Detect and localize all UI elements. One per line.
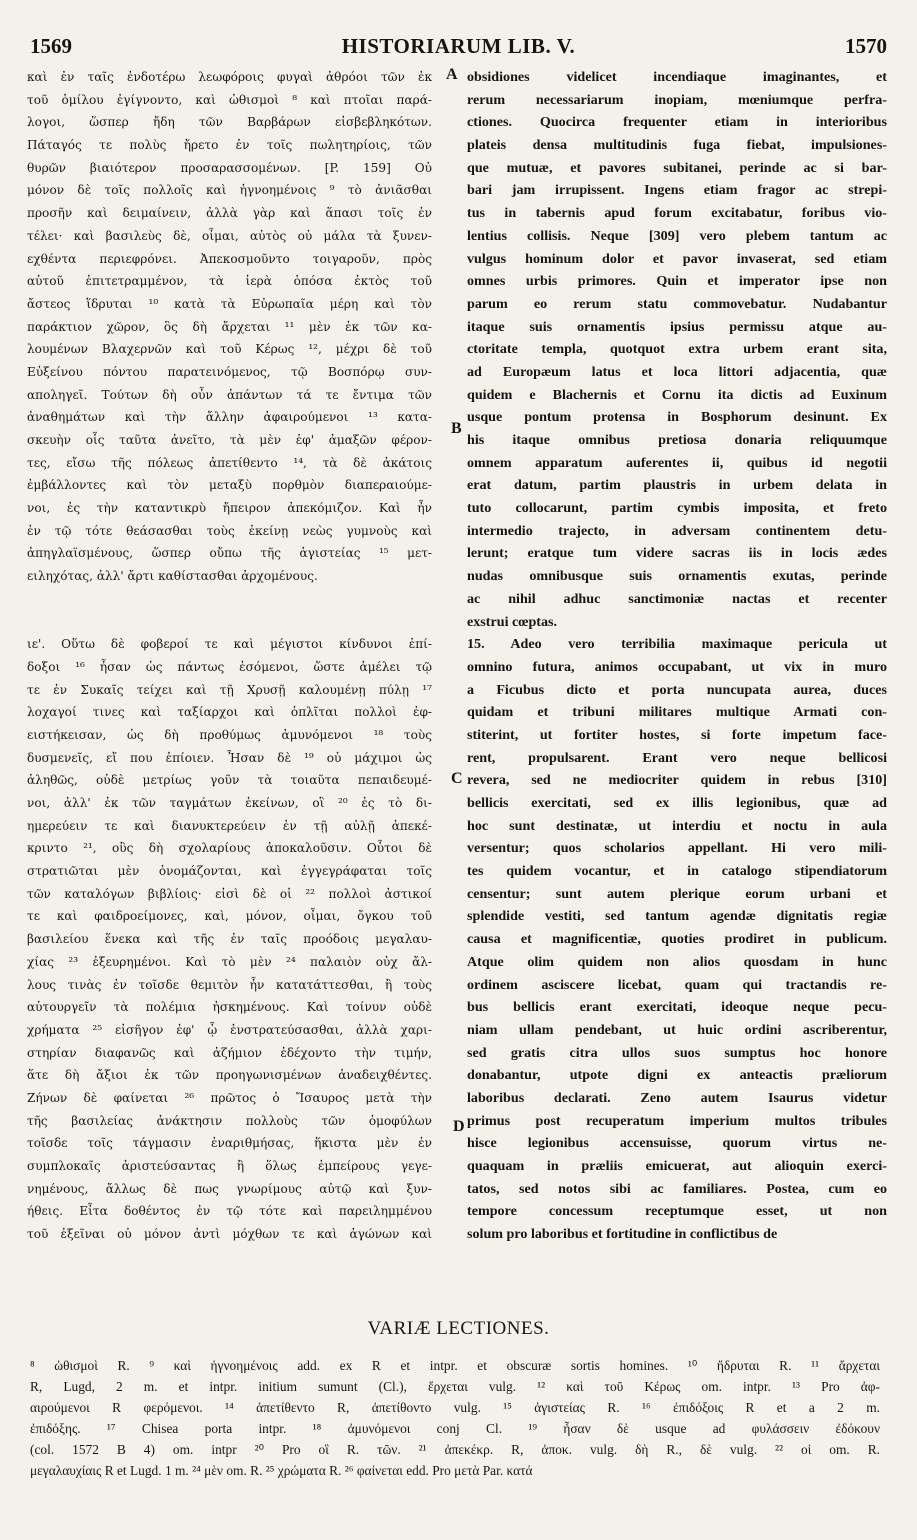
margin-marker-d: D [453, 1118, 465, 1135]
greek-text-line: παράκτιον χῶρον, ὃς δὴ ἄρχεται ¹¹ μὲν ἐκ τῶν κα- [27, 319, 432, 334]
greek-text-line: Πάταγός τε πολὺς ἤρετο ἐν τοῖς πωλητηρίοις, τῶν [27, 138, 432, 153]
latin-text-line: solum pro laboribus et fortitudine in conflictibus de [467, 1226, 778, 1243]
latin-text-line: ctoritate templa, quotquot extra urbem erant sita, [467, 341, 887, 358]
latin-text-line: tes quidem vocantur, et in catalogo stipendiatorum [467, 863, 887, 880]
latin-text-line: bari jam irrupissent. Ingens etiam fragor ac strepi- [467, 182, 887, 199]
variae-lectiones-notes [30, 1355, 880, 1481]
latin-text-line: vulgus hominum dolor et pavor invaserat, sed etiam [467, 250, 887, 267]
latin-text-line: donabantur, utpote digni ex anteactis præliorum [467, 1067, 887, 1084]
greek-text-line: αὐτοῦ ἐπιτετραμμένον, τὰ ἱερὰ ὁπόσα ἐκτὸς τοῦ [27, 274, 432, 289]
greek-text-line: νοι, ἐς τὴν καταντικρὺ ἤπειρον ἀπεκόμιζον. Καὶ ἦν [27, 501, 432, 516]
greek-text-line: σκευὴν οἷς ταῦτα ἀνεῖτο, τὰ μὲν ἐφ' ἁμαξῶν φέρον- [27, 433, 432, 447]
greek-text-line: στρατιῶται μὲν ὀνομάζονται, καὶ ἐγγεγράφαται τοῖς [27, 864, 432, 879]
variant-reading-line: (col. 1572 B 4) om. intpr ²⁰ Pro οἳ R. τῶν. ²¹ ἀπεκέκρ. R, ἀποκ. vulg. δὴ R., δὲ vulg. ²² οἱ om. R. [30, 1442, 880, 1457]
greek-text-line: χίας ²³ ἐξευρημένοι. Καὶ τὸ μὲν ²⁴ παλαιὸν οὐχ ἄλ- [27, 954, 432, 969]
latin-text-line: ac nihil adhuc sanctimoniæ nactas et recenter [467, 590, 887, 607]
greek-text-line: καὶ ἐν ταῖς ἐνδοτέρω λεωφόροις φυγαὶ ἀθρόοι τῶν ἐκ [27, 70, 432, 84]
greek-text-line: θυρῶν βιαιότερον προσαρασσομένων. [P. 159] Οὐ [27, 160, 432, 175]
latin-text-line: 15. Adeo vero terribilia maximaque pericula ut [467, 636, 887, 653]
variant-reading-line: μεγαλαυχίαις R et Lugd. 1 m. ²⁴ μὲν om. R. ²⁵ χρώματα R. ²⁶ φαίνεται edd. Pro μετὰ Par. κατά [30, 1463, 533, 1478]
latin-text-line: que mutuæ, et pavores subitanei, perinde ac si bar- [467, 159, 887, 176]
greek-text-line: νημένους, ἄλλως δὲ πως γνωρίμους αὐτῷ καὶ ξυν- [27, 1181, 432, 1196]
latin-text-line: stiterint, ut fortiter hostes, si forte impetum face- [467, 726, 887, 743]
variae-lectiones-title: VARIÆ LECTIONES. [367, 1318, 550, 1339]
greek-text-line: βασιλείου ἕνεκα καὶ τῆς ἐν ταῖς προόδοις μεγαλαυ- [27, 932, 432, 947]
latin-text-line: usque pontum protensa in Bosphorum desinunt. Ex [467, 409, 887, 426]
greek-text-line: τῶν καταλόγων βιβλίοις· εἰσὶ δὲ οἱ ²² πολλοὶ ἀστικοί [27, 886, 432, 901]
greek-text-line: στηρίαν διαφανῶς καὶ ἀζήμιον ἐδέχοντο τὴν τιμήν, [27, 1045, 432, 1060]
greek-text-line: δυσμενεῖς, εἴ που ἐπίοιεν. Ἦσαν δὲ ¹⁹ οὐ μάχιμοι ὡς [27, 750, 432, 765]
latin-text-line: bus bellicis erant exercitati, ideoque neque pecu- [467, 999, 887, 1016]
latin-text-line: quidam et tribuni militares multique Armati con- [467, 704, 887, 721]
greek-text-line: ἐμβάλλοντες καὶ τὸν μεταξὺ πορθμὸν διαπεραιούμε- [27, 478, 432, 493]
latin-text-line: revera, sed ne mediocriter quidem in rebus [310] [467, 772, 887, 789]
margin-marker-b: B [451, 420, 462, 437]
greek-text-line: τε ἐν Συκαῖς τείχει καὶ τῇ Χρυσῇ καλουμένῃ πύλῃ ¹⁷ [27, 682, 432, 697]
greek-text-line: εχθέντα περιεφρόνει. Ἀπεκοσμοῦντο τοιγαροῦν, πρὸς [27, 251, 432, 266]
running-header [30, 34, 887, 62]
greek-text-line: αὐτουργεῖν τὰ πολέμια ἠσκημένους. Καὶ τοίνυν οὐδὲ [27, 1000, 432, 1015]
greek-text-line: λογοι, ὥσπερ ἤδη τῶν Βαρβάρων εἰσβεβληκότων. [27, 115, 432, 130]
latin-text-line: obsidiones videlicet incendiaque imaginantes, et [467, 69, 887, 85]
variant-reading-line: αιρούμενοι R φερόμενοι. ¹⁴ ἀπετίθεντο R, ἀπετίθοντο vulg. ¹⁵ ἁγιστείας R. ¹⁶ ἐπιδόξοις R et a 2 m. [30, 1400, 880, 1415]
latin-text-line: laboribus declarati. Zeno autem Isaurus videtur [467, 1089, 887, 1106]
latin-text-line: rerum necessariarum inopiam, mœniumque perfra- [467, 91, 887, 108]
latin-text-line: hisce legionibus accensuisse, quorum virtus ne- [467, 1135, 887, 1152]
variant-reading-line: ἐπιδόξης. ¹⁷ Chisea porta intpr. ¹⁸ ἀμυνόμενοι conj Cl. ¹⁹ ἦσαν δὲ usque ad φυλάσσειν ἐδόκουν [30, 1421, 880, 1436]
latin-text-line: tuto collocarunt, partim cymbis imposita, et freto [467, 500, 887, 517]
greek-text-line: Ζήνων δὲ φαίνεται ²⁶ πρῶτος ὁ Ἴσαυρος μετὰ τὴν [27, 1090, 432, 1105]
latin-text-line: tempore concessum receptumque esset, ut non [467, 1203, 887, 1220]
greek-text-line-blank [27, 611, 432, 634]
greek-text-line: νοι, ἀλλ' ἐκ τῶν ταγμάτων ἐκείνων, οἳ ²⁰ ἐς τὸ δι- [27, 796, 432, 810]
latin-text-line: tus in tabernis apud forum excitabatur, foribus vio- [467, 205, 887, 222]
right-page-number: 1570 [844, 34, 887, 58]
greek-text-line: τοῖσδε τοῖς τάγμασιν ἐναριθμήσας, ἥκιστα μὲν ἐν [27, 1136, 432, 1151]
latin-text-line: tatos, sed notos sibi ac familiares. Postea, cum eo [467, 1180, 887, 1197]
latin-text-line: bellicis exercitati, sed ex illis legionibus, quæ ad [467, 795, 887, 811]
greek-text-line: ἐν τῷ τότε θεάσασθαι τοὺς ἐκείνῃ νεὼς γυμνοὺς καὶ [27, 523, 432, 538]
greek-text-line: ἀληθῶς, οὐδὲ μετρίως γοῦν τὰ τοιαῦτα πεπαιδευμέ- [27, 773, 432, 788]
latin-text-line: parum eo rerum statu commovebatur. Nudabantur [467, 295, 887, 312]
latin-text-line: plateis densa multitudinis fuga fiebat, impulsiones- [467, 137, 887, 154]
margin-marker-c: C [451, 770, 463, 787]
latin-text-line: exstrui cœptas. [467, 613, 558, 630]
greek-text-line: ιε'. Οὕτω δὲ φοβεροί τε καὶ μέγιστοι κίνδυνοι ἐπί- [27, 637, 432, 652]
running-title: HISTORIARUM LIB. V. [341, 34, 576, 58]
latin-text-line: ad Europæum latus et loca littori adjacentia, quæ [467, 363, 887, 380]
latin-text-line: nudas omnibusque suis ornamentis exutas, perinde [467, 568, 887, 585]
latin-text-line: lentius collisis. Neque [309] vero plebem tantum ac [467, 227, 887, 244]
latin-text-line: primus post recuperatum imperium multos tribules [467, 1112, 887, 1129]
greek-text-line: ειληχότας, ἀλλ' ἄρτι καθίστασθαι ἀρχομένους. [27, 569, 318, 584]
greek-text-line: λους τινὰς ἐν τοῖσδε θεμιτὸν ἦν κατατάττεσθαι, ἢ τοὺς [27, 977, 432, 992]
greek-text-line: ἅτε δὴ ἄξιοι ἐκ τῶν προηγωνισμένων ἀναδειχθέντες. [27, 1068, 432, 1083]
greek-text-line: ἄστεος ἵδρυται ¹⁰ κατὰ τὰ Εὐρωπαῖα μέρη καὶ τὸν [27, 296, 432, 311]
greek-text-line: χρήματα ²⁵ εἰσῆγον ἐφ' ᾧ ἐνστρατεύσασθαι, ἀλλὰ χαρι- [27, 1022, 432, 1037]
greek-text-line-blank [27, 588, 432, 611]
variant-reading-line: ⁸ ὠθισμοὶ R. ⁹ καὶ ἠγνοημένοις add. ex R et intpr. et obscuræ sortis homines. ¹⁰ ἤδρυται R. ¹¹ ἄρχεται [30, 1358, 880, 1373]
greek-text-line: συμπλοκαῖς ἀριστεύσαντας ἢ ὅλως ἐμπείρους γεγε- [27, 1159, 432, 1173]
latin-text-line: a Ficubus dicto et porta nuncupata aurea, duces [467, 681, 887, 698]
variant-reading-line: R, Lugd, 2 m. et intpr. initium sumunt (Cl.), ἔρχεται vulg. ¹² καὶ τοῦ Κέρως om. intpr. ¹³ Pro ἀφ- [30, 1379, 880, 1394]
left-page-number: 1569 [30, 34, 72, 58]
greek-text-line: τες, εἴσω τῆς πόλεως ἀπετίθεντο ¹⁴, τὰ δὲ ἀκάτοις [27, 455, 432, 470]
greek-text-line: τε καὶ φαιδροείμονες, καὶ, μόνον, οἶμαι, ὄγκου τοῦ [27, 909, 432, 924]
greek-text-line: τοῦ ἐξεῖναι οὐ μόνον ἀντὶ μόχθων τε καὶ ἀγώνων καὶ [27, 1227, 432, 1242]
latin-text-line: erat datum, partim plaustris in urbem delata in [467, 477, 887, 494]
greek-column [27, 66, 432, 1246]
latin-text-line: niam ullam pendebant, ut huic ordini ascriberentur, [467, 1021, 887, 1038]
greek-text-line: ειστήκεισαν, ὡς δὴ προθύμως ἀμυνόμενοι ¹⁸ τοὺς [27, 727, 432, 742]
greek-text-line: ημερεύειν τε καὶ διανυκτερεύειν ἐν τῇ αὐλῇ ἀπεκέ- [27, 818, 432, 833]
greek-text-line: τέλει· καὶ βασιλεὺς δὲ, οἶμαι, αὐτὸς οὐ μάλα τὰ ξυνεν- [27, 228, 432, 243]
greek-text-line: λοχαγοί τινες καὶ ταξίαρχοι καὶ ὁπλῖται πολλοὶ ἐφ- [27, 705, 432, 720]
latin-text-line: quidem e Blachernis et Cornu ita dictis ad Euxinum [467, 386, 887, 403]
greek-text-line: δοξοι ¹⁶ ἦσαν ὡς πάντως ἐσόμενοι, ὥστε ἀμέλει τῷ [27, 659, 432, 674]
latin-text-line: omnino futura, animos occupabant, ut vix in muro [467, 658, 887, 675]
greek-text-line: ἀπηγλαϊσμένους, ὥσπερ οὔπω τῆς ἁγιστείας ¹⁵ μετ- [27, 546, 432, 561]
greek-text-line: τοῦ ὁμίλου ἐγίγνοντο, καὶ ὠθισμοὶ ⁸ καὶ πτοῖαι παρά- [27, 92, 432, 107]
latin-text-line: causa et magnificentiæ, quoties prodiret in publicum. [467, 931, 887, 948]
latin-text-line: censentur; sunt autem plerique eorum urbani et [467, 885, 887, 902]
latin-text-line: itaque suis ornamentis ipsius permissu atque au- [467, 318, 887, 335]
latin-text-line: his itaque omnibus pretiosa donaria reliquumque [467, 432, 887, 448]
latin-text-line: versentur; quos scholarios appellant. Hi vero mili- [467, 840, 887, 857]
latin-text-line: Atque olim quidem non alios quosdam in hunc [467, 953, 887, 970]
latin-text-line: intermedio trajecto, in adversam continentem detu- [467, 522, 887, 539]
latin-text-line: ctiones. Quocirca frequenter etiam in interioribus [467, 114, 887, 131]
greek-text-line: προσῆν καὶ δειμαίνειν, ἀλλὰ γὰρ καὶ ἅπασι τοῖς ἐν [27, 206, 432, 221]
greek-text-line: κριντο ²¹, οὓς δὴ σχολαρίους ἀποκαλοῦσιν. Οὗτοι δὲ [27, 841, 432, 856]
latin-text-line: hoc sunt destinatæ, ut interdiu et noctu in aula [467, 817, 887, 834]
greek-text-line: τῆς βασιλείας ἀνάκτησιν πολλοὺς τῶν ὁμοφύλων [27, 1113, 432, 1128]
latin-text-line: splendide vestiti, sed tantum agendæ dignitatis regiæ [467, 908, 887, 925]
greek-text-line: ἀναθημάτων καὶ τὴν ἄλλην ἀφαιρούμενοι ¹³ κατα- [27, 410, 432, 425]
greek-text-line: Εὐξείνου πόντου παρατεινόμενος, τῷ Βοσπόρῳ συν- [27, 364, 432, 379]
latin-column [467, 66, 887, 1246]
greek-text-line: μόνον δὲ τοῖς πολλοῖς καὶ ἠγνοημένοις ⁹ τὸ ἀνιᾶσθαι [27, 183, 432, 198]
latin-text-line: sed gratis citra ullos suos sumptus hoc honore [467, 1044, 887, 1061]
latin-text-line: omnes urbis primores. Quin et imperator ipse non [467, 273, 887, 290]
latin-text-line: omnem apparatum auferentes ii, quibus id negotii [467, 454, 887, 471]
latin-text-line: lerunt; eratque tum videre sacras iis in locis ædes [467, 545, 887, 562]
greek-text-line: λουμένων Βλαχερνῶν καὶ τοῦ Κέρως ¹², μέχρι δὲ τοῦ [27, 342, 432, 357]
margin-marker-a: A [446, 66, 458, 83]
greek-text-line: αποληγεῖ. Τούτων δὴ οὖν ἁπάντων τά τε ἔντιμα τῶν [27, 387, 432, 402]
latin-text-line: rent, propulsarent. Erant vero neque bellicosi [467, 749, 887, 766]
latin-text-line: quaquam in præliis emicuerat, aut alioquin exerci- [467, 1158, 887, 1174]
latin-text-line: ordinem asciscere licebat, quam qui tractandis re- [467, 976, 887, 993]
greek-text-line: ήθεις. Εἶτα δοθέντος ἐν τῷ τότε καὶ παρειλημμένου [27, 1204, 432, 1219]
